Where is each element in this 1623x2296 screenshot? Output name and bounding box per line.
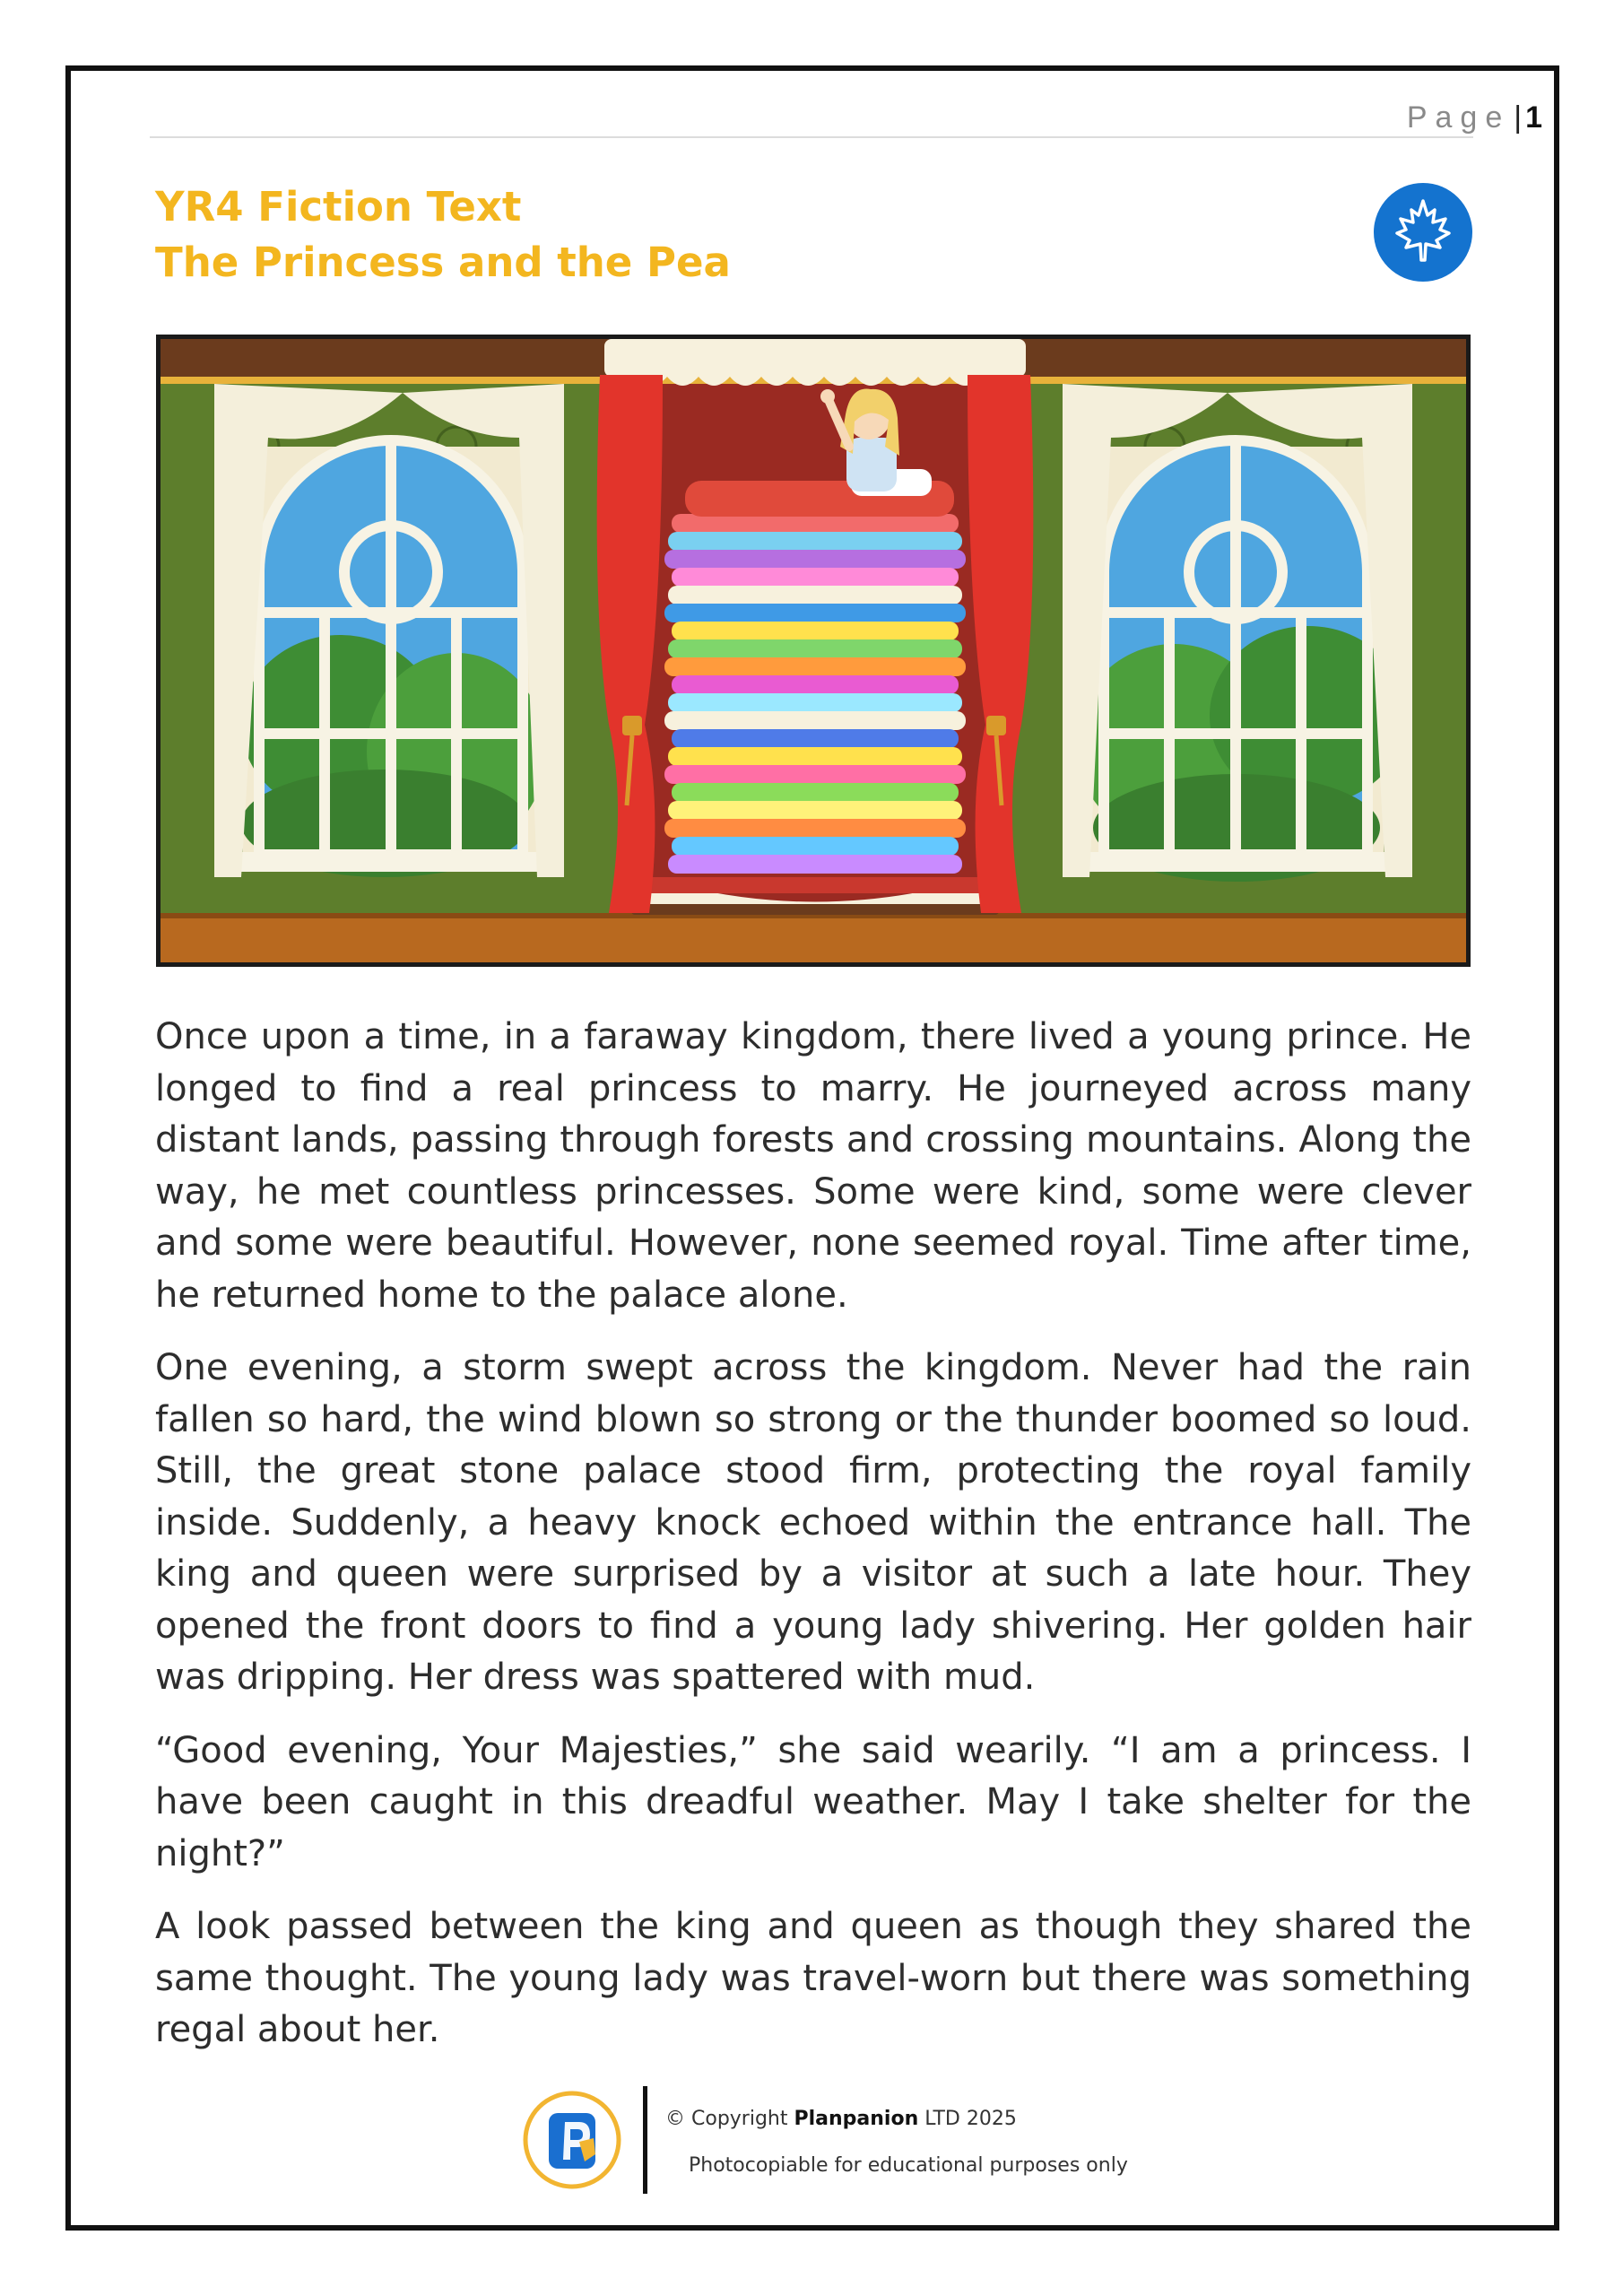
page-number-label: Page | 1 [1406,100,1542,135]
princess-pea-scene [161,339,1466,962]
mattress-11 [668,693,962,712]
mattress-18 [664,819,966,838]
brand-name: Planpanion [794,2108,919,2130]
maple-leaf-badge [1374,183,1472,282]
mattress-4 [672,568,959,587]
mattress-1 [672,514,959,533]
planpanion-logo-icon [522,2090,622,2190]
planpanion-logo [522,2090,622,2190]
copyright-prefix: © Copyright [665,2108,788,2130]
story-paragraph-2: One evening, a storm swept across the kingdom. Never had the rain fallen so hard, the wind blown so strong or the thunder boomed so loud. Still, the great stone palace stood firm, protecting the royal family inside. Suddenly, a heavy knock echoed within the entrance hall. The king and queen were surprised by a visitor at such a late hour. They opened the front doors to find a young lady shivering. Her golden hair was dripping. Her dress was spattered with mud. [155,1347,1471,1698]
mattress-12 [664,711,966,730]
mattress-14 [668,747,962,766]
mattress-16 [672,783,959,802]
maple-leaf-icon [1374,183,1472,282]
page-title [155,179,731,291]
story-illustration [156,335,1471,967]
mattress-15 [664,765,966,784]
story-text [155,1012,1471,2078]
header-divider [150,136,1473,138]
mattress-9 [664,657,966,676]
mattress-10 [672,675,959,694]
story-paragraph-1: Once upon a time, in a faraway kingdom, there lived a young prince. He longed to find a real princess to marry. He journeyed across many distant lands, passing through forests and crossing mountains. Along the way, he met countless princesses. Some were kind, some were clever and some were beautiful. However, none seemed royal. Time after time, he returned home to the palace alone. [155,1016,1471,1316]
footer-divider [643,2086,647,2194]
mattress-20 [668,855,962,874]
mattress-3 [664,550,966,569]
title-line-2: The Princess and the Pea [155,239,731,286]
mattress-6 [664,604,966,622]
page-number: 1 [1525,100,1542,135]
copyright-line [665,2108,1017,2130]
story-paragraph-4: A look passed between the king and queen as though they shared the same thought. The young lady was travel-worn but there was something regal about her. [155,1906,1471,2050]
copyright-suffix: LTD 2025 [924,2108,1017,2130]
page-word: Page [1406,100,1511,135]
mattress-17 [668,801,962,820]
mattress-5 [668,586,962,604]
mattress-13 [672,729,959,748]
right-window [1063,384,1412,882]
mattress-2 [668,532,962,551]
title-line-1: YR4 Fiction Text [155,183,522,230]
story-paragraph-3: “Good evening, Your Majesties,” she said wearily. “I am a princess. I have been caught in this dreadful weather. May I take shelter for the night?” [155,1729,1471,1874]
mattress-7 [672,622,959,640]
mattress-19 [672,837,959,856]
left-window [214,384,564,877]
mattress-8 [668,639,962,658]
photocopiable-note: Photocopiable for educational purposes only [689,2154,1128,2177]
bed-with-mattresses [597,339,1034,915]
